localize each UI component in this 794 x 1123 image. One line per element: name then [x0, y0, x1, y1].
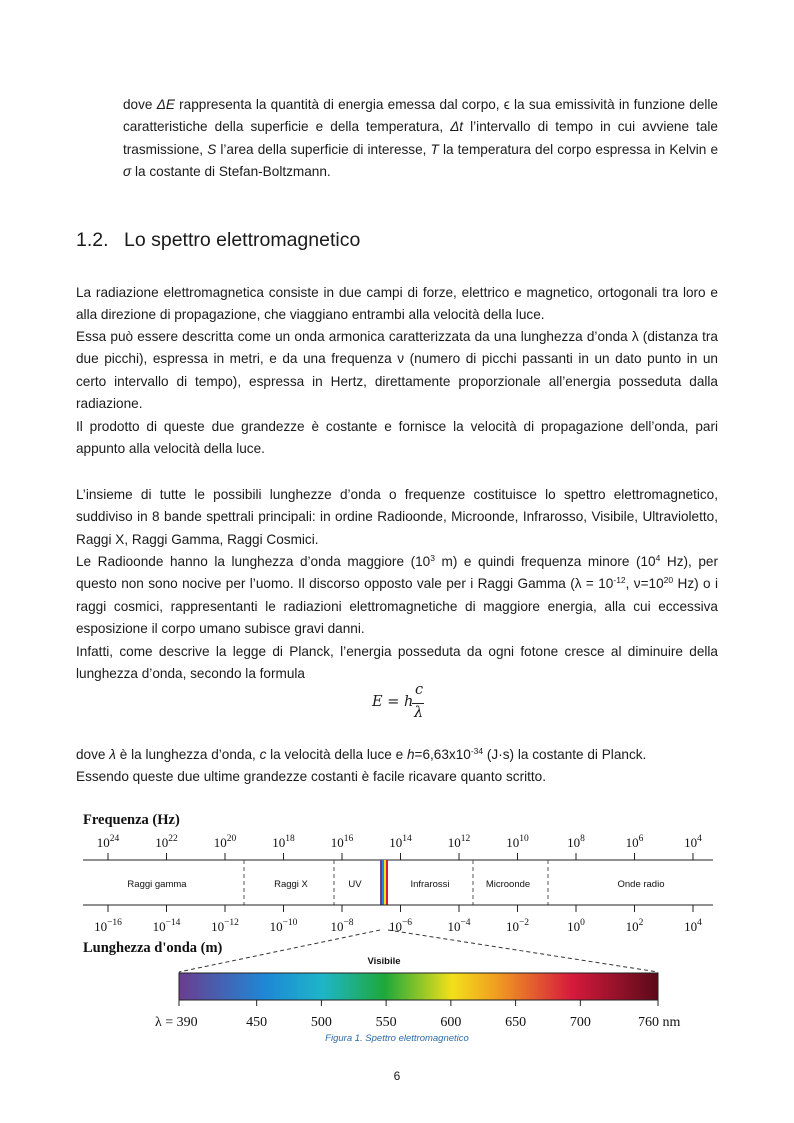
wavelength-tick-label: $10^0$ — [567, 918, 585, 934]
band-microwave: Microonde — [485, 879, 531, 890]
wavelength-tick-label: $10^{-16}$ — [94, 918, 122, 934]
frequency-tick-label: $10^8$ — [567, 834, 585, 850]
wavelength-tick-label: $10^{-12}$ — [211, 918, 239, 934]
nm-ticks — [155, 1000, 681, 1030]
symbol-h: h — [406, 747, 415, 762]
intro-text: l’intervallo di tempo in cui avviene tale trasmissione, — [123, 119, 718, 157]
wavelength-tick-label: $10^{-10}$ — [269, 918, 298, 934]
nm-tick-label: 700 — [569, 1015, 591, 1030]
body-text: dove — [76, 747, 110, 762]
zoom-line-right — [388, 930, 658, 972]
wavelength-title: Lunghezza d'onda (m) — [83, 940, 223, 956]
body-text: , ν=10 — [625, 576, 664, 592]
formula-lhs: E = h — [372, 694, 414, 710]
band-uv: UV — [348, 879, 362, 890]
intro-text: l’area della superficie di interesse, — [216, 141, 431, 157]
band-gamma: Raggi gamma — [127, 879, 187, 890]
body-text: Le Radioonde hanno la lunghezza d’onda maggiore (10 — [76, 554, 431, 569]
intro-text: la temperatura del corpo espressa in Kelvin e — [438, 141, 719, 157]
nm-tick-label: 650 — [505, 1015, 527, 1030]
section-number: 1.2. — [76, 229, 109, 251]
body-paragraph-2: Essa può essere descritta come un onda armonica caratterizzata da una lunghezza d’onda λ (distanza tra due picchi), espressa in metri, e da una frequenza ν (numero di picchi passanti in un dato punto in un certo intervallo di tempo), espressa in Hertz, direttamente proporzionale all’energia posseduta dalla radiazione. — [76, 329, 718, 412]
superscript: 3 — [430, 553, 435, 563]
body-paragraph-4: L’insieme di tutte le possibili lunghezze d’onda o frequenze costituisce lo spettro elettromagnetico, suddiviso in 8 bande spettrali principali: in ordine Radioonde, Microonde, Infrarosso, Visibile, Ultravioletto, Raggi X, Raggi Gamma, Raggi Cosmici. — [76, 487, 718, 547]
superscript: 4 — [655, 553, 661, 563]
body-text: Essendo queste due ultime grandezze costanti è facile ricavare quanto scritto. — [76, 769, 547, 785]
wavelength-tick-label: $10^{-14}$ — [152, 918, 181, 934]
wavelength-tick-label: $10^{-8}$ — [330, 918, 354, 934]
body-text: =6,63x10 — [414, 747, 471, 762]
wavelength-tick-label: $10^{-6}$ — [388, 918, 413, 934]
body-text: m) e quindi frequenza minore (10 — [434, 554, 656, 569]
band-xray: Raggi X — [274, 879, 308, 890]
nm-tick-label: 500 — [310, 1015, 332, 1030]
frequency-tick-label: $10^{16}$ — [330, 834, 354, 850]
nm-tick-label: 550 — [375, 1015, 397, 1030]
frequency-tick-label: $10^{12}$ — [447, 834, 471, 850]
wavelength-tick-label: $10^2$ — [625, 918, 644, 934]
page-number: 6 — [393, 1069, 401, 1083]
body-text: Hz), per questo non sono nocive per l’uomo. Il discorso opposto vale per i Raggi Gamma (λ = 10 — [76, 554, 719, 592]
symbol-delta-t: Δt — [450, 119, 464, 135]
superscript: -12 — [613, 575, 626, 586]
symbol-s: S — [207, 141, 217, 157]
frequency-tick-label: $10^{10}$ — [506, 834, 529, 850]
wavelength-tick-label: $10^{-4}$ — [447, 918, 471, 934]
symbol-delta-e: ΔE — [156, 97, 175, 112]
symbol-sigma: σ — [123, 164, 132, 180]
frequency-tick-label: $10^6$ — [625, 834, 644, 850]
nm-tick-label: 760 nm — [638, 1015, 681, 1030]
symbol-t: T — [430, 141, 439, 157]
superscript: -34 — [470, 746, 484, 756]
frequency-tick-label: $10^{14}$ — [389, 834, 412, 850]
body-paragraph-3: Il prodotto di queste due grandezze è costante e fornisce la velocità di propagazione dell’onda, pari appunto alla velocità della luce. — [76, 419, 718, 457]
frequency-tick-label: $10^{20}$ — [213, 834, 237, 850]
body-paragraph-6: Infatti, come descrive la legge di Planck, l’energia posseduta da ogni fotone cresce al diminuire della lunghezza d’onda, secondo la formula — [76, 644, 718, 682]
symbol-c: c — [259, 747, 267, 762]
superscript: 20 — [663, 575, 674, 586]
figure-caption: Figura 1. Spettro elettromagnetico — [325, 1033, 469, 1044]
body-paragraph-1: La radiazione elettromagnetica consiste in due campi di forze, elettrico e magnetico, ortogonali tra loro e alla direzione di propagazione, che viaggiano entrambi alla velocità della luce. — [76, 285, 718, 323]
intro-text: dove — [123, 97, 157, 112]
frequency-tick-label: $10^4$ — [684, 834, 702, 850]
wavelength-tick-label: $10^4$ — [684, 918, 702, 934]
frequency-ticks — [97, 834, 702, 860]
nm-tick-label: λ = 390 — [155, 1015, 198, 1030]
symbol-lambda: λ — [109, 747, 116, 762]
wavelength-tick-label: $10^{-2}$ — [505, 918, 530, 934]
frequency-tick-label: $10^{24}$ — [96, 834, 120, 850]
nm-tick-label: 600 — [440, 1015, 462, 1030]
band-infrared: Infrarossi — [410, 879, 450, 890]
body-text: (J·s) la costante di Planck. — [483, 747, 647, 762]
intro-text: la costante di Stefan-Boltzmann. — [131, 164, 331, 180]
body-text: è la lunghezza d’onda, — [115, 747, 260, 762]
formula-numerator: c — [415, 682, 424, 698]
nm-tick-label: 450 — [246, 1015, 268, 1030]
visible-band-strip — [380, 860, 388, 905]
wavelength-ticks — [94, 905, 702, 934]
intro-text: rappresenta la quantità di energia emessa dal corpo, ϵ la sua emissività in funzione delle caratteristiche della superficie e della temperatura, — [123, 97, 718, 135]
body-text: la velocità della luce e — [266, 747, 407, 762]
visible-label: Visibile — [367, 956, 401, 967]
visible-spectrum-bar — [179, 973, 658, 1000]
formula-denominator: λ — [414, 705, 424, 721]
frequency-tick-label: $10^{22}$ — [155, 834, 178, 850]
frequency-tick-label: $10^{18}$ — [272, 834, 295, 850]
section-title: Lo spettro elettromagnetico — [124, 229, 361, 251]
body-text: Hz) o i raggi cosmici, rappresentanti le radiazioni elettromagnetiche di maggiore energia, alla cui eccessiva esposizione il corpo umano subisce gravi danni. — [76, 576, 718, 637]
band-radio: Onde radio — [617, 879, 665, 890]
frequency-title: Frequenza (Hz) — [83, 812, 180, 828]
